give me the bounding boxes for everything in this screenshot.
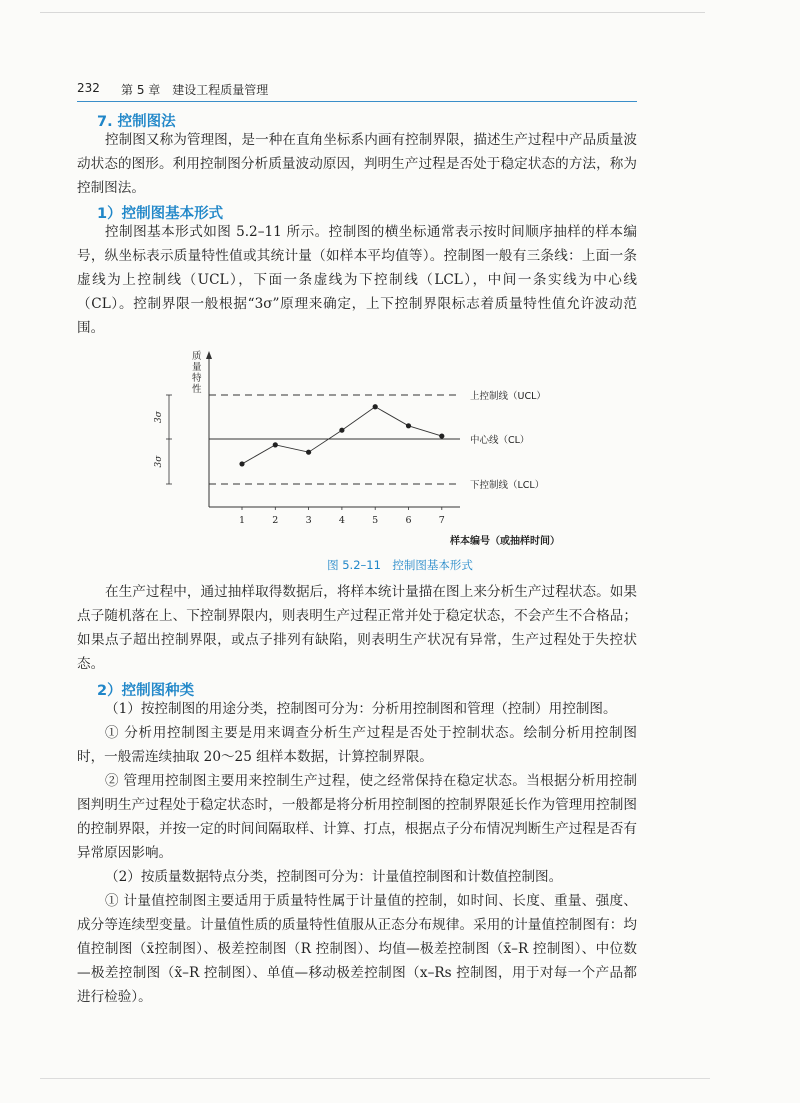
paragraph-analysis: 在生产过程中，通过抽样取得数据后，将样本统计量描在图上来分析生产过程状态。如果点子随机落在上、下控制界限内，则表明生产过程正常并处于稳定状态，不会产生不合格品；如果点子超出控制界限，或点子排列有缺陷，则表明生产状况有异常，生产过程处于失控状态。 bbox=[77, 584, 637, 672]
cl-label: 中心线（CL） bbox=[470, 435, 530, 446]
paragraph-basic-form: 控制图基本形式如图 5.2–11 所示。控制图的横坐标通常表示按时间顺序抽样的样本编号，纵坐标表示质量特性值或其统计量（如样本平均值等）。控制图一般有三条线：上面一条虚线为上控制线（UCL），下面一条虚线为下控制线（LCL），中间一条实线为中心线（CL）。控制界限一般根据“3σ”原理来确定，上下控制界限标志着质量特性值允许波动范围。 bbox=[77, 224, 637, 336]
data-point-4 bbox=[339, 428, 344, 433]
subsection-title-basic-form: 1）控制图基本形式 bbox=[97, 206, 224, 222]
data-point-1 bbox=[239, 461, 244, 466]
paragraph-management-chart: ② 管理用控制图主要用来控制生产过程，使之经常保持在稳定状态。当根据分析用控制图判明生产过程处于稳定状态时，一般都是将分析用控制图的控制界限延长作为管理用控制图的控制界限，并按一定的时间间隔取样、计算、打点，根据点子分布情况判断生产过程是否有异常原因影响。 bbox=[77, 773, 637, 861]
control-chart bbox=[150, 345, 570, 555]
x-tick-label-4: 4 bbox=[338, 515, 345, 526]
paragraph-by-purpose: （1）按控制图的用途分类，控制图可分为：分析用控制图和管理（控制）用控制图。 bbox=[105, 701, 617, 717]
y-axis-label: 质量特性 bbox=[192, 351, 202, 395]
subsection-title-types: 2）控制图种类 bbox=[97, 683, 195, 699]
lcl-label: 下控制线（LCL） bbox=[470, 480, 545, 491]
data-point-5 bbox=[373, 404, 378, 409]
paragraph-by-data-type: （2）按质量数据特点分类，控制图可分为：计量值控制图和计数值控制图。 bbox=[105, 869, 563, 885]
figure-caption: 图 5.2–11 控制图基本形式 bbox=[327, 558, 473, 572]
paragraph-variable-chart: ① 计量值控制图主要适用于质量特性属于计量值的控制，如时间、长度、重量、强度、成分等连续型变量。计量值性质的质量特性值服从正态分布规律。采用的计量值控制图有：均值控制图（x̄控制图）、极差控制图（R 控制图）、均值—极差控制图（x̄–R 控制图）、中位数—极差控制图（x̃–R 控制图）、单值—移动极差控制图（x–Rs 控制图，用于对每一个产品都进行检验）。 bbox=[77, 893, 637, 1005]
data-series-line bbox=[242, 407, 442, 464]
x-tick-label-7: 7 bbox=[438, 515, 445, 526]
chapter-title: 第 5 章 建设工程质量管理 bbox=[121, 83, 269, 97]
sigma-label-upper: 3σ bbox=[154, 411, 164, 423]
data-point-7 bbox=[439, 433, 444, 438]
paragraph-analysis-chart: ① 分析用控制图主要是用来调查分析生产过程是否处于控制状态。绘制分析用控制图时，一般需连续抽取 20～25 组样本数据，计算控制界限。 bbox=[77, 725, 637, 765]
data-point-3 bbox=[306, 450, 311, 455]
y-axis-arrow bbox=[206, 351, 212, 359]
sigma-label-lower: 3σ bbox=[154, 455, 164, 468]
x-tick-label-2: 2 bbox=[272, 515, 279, 526]
x-tick-label-1: 1 bbox=[238, 515, 246, 526]
data-point-2 bbox=[273, 442, 278, 447]
ucl-label: 上控制线（UCL） bbox=[470, 391, 546, 402]
data-point-6 bbox=[406, 423, 411, 428]
x-axis-label: 样本编号（或抽样时间） bbox=[450, 536, 560, 547]
page-number: 232 bbox=[77, 81, 100, 95]
bottom-edge-line bbox=[40, 1078, 710, 1079]
paragraph-definition: 控制图又称为管理图，是一种在直角坐标系内画有控制界限，描述生产过程中产品质量波动状态的图形。利用控制图分析质量波动原因，判明生产过程是否处于稳定状态的方法，称为控制图法。 bbox=[77, 132, 637, 196]
x-tick-label-3: 3 bbox=[305, 515, 312, 526]
x-tick-label-6: 6 bbox=[405, 515, 412, 526]
section-title: 7. 控制图法 bbox=[97, 114, 176, 130]
running-header bbox=[77, 79, 637, 102]
top-edge-line bbox=[40, 12, 705, 13]
x-tick-label-5: 5 bbox=[372, 515, 379, 526]
